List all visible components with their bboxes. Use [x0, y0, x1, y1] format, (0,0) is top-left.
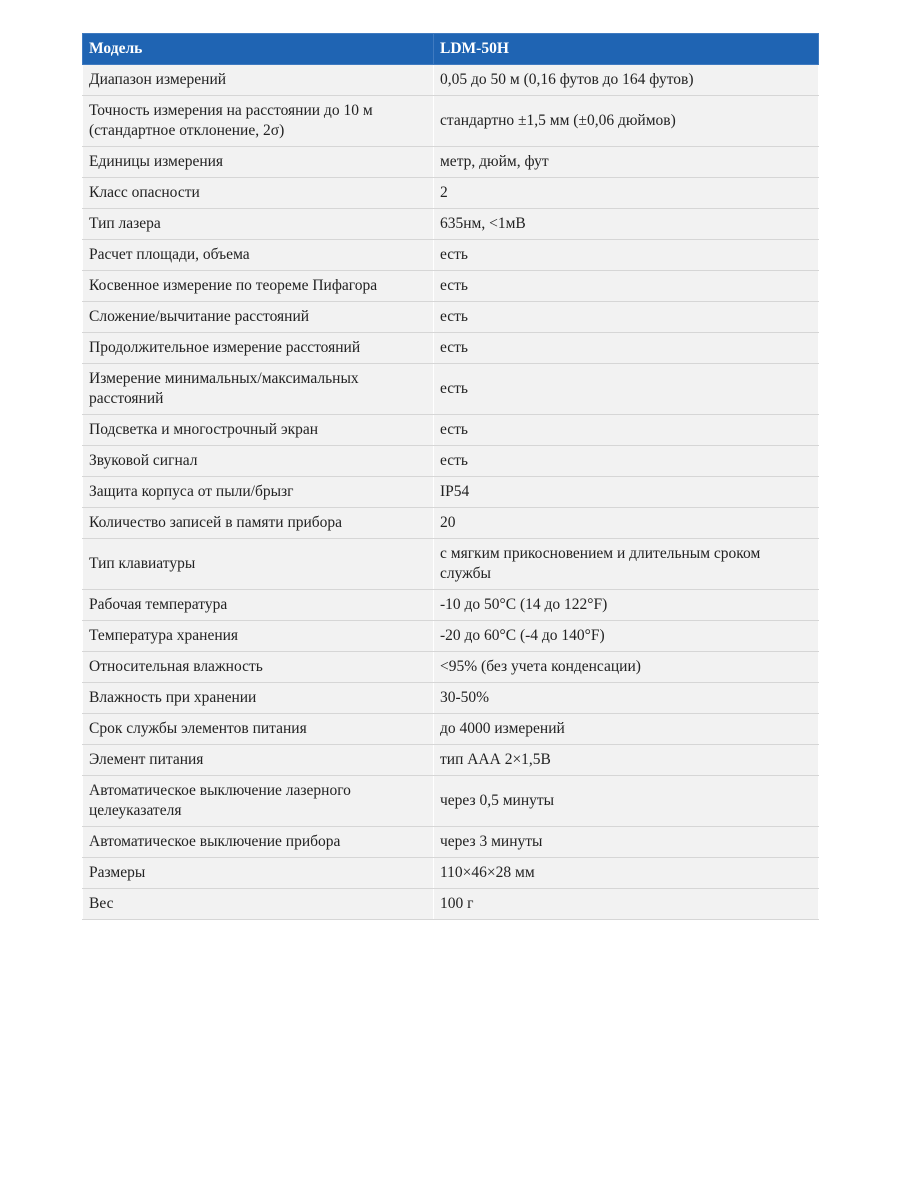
table-row [83, 683, 819, 714]
table-row [83, 209, 819, 240]
table-row [83, 776, 819, 827]
row-label: Продолжительное измерение расстояний [83, 333, 434, 364]
table-row [83, 889, 819, 920]
table-row [83, 271, 819, 302]
row-value: тип ААА 2×1,5В [434, 745, 819, 776]
table-row [83, 65, 819, 96]
row-value: через 0,5 минуты [434, 776, 819, 827]
table-row [83, 446, 819, 477]
row-label: Подсветка и многострочный экран [83, 415, 434, 446]
table-row [83, 302, 819, 333]
row-label: Количество записей в памяти прибора [83, 508, 434, 539]
row-label: Автоматическое выключение прибора [83, 827, 434, 858]
row-value: 635нм, <1мВ [434, 209, 819, 240]
row-value: -20 до 60°С (-4 до 140°F) [434, 621, 819, 652]
row-label: Точность измерения на расстоянии до 10 м (стандартное отклонение, 2σ) [83, 96, 434, 147]
row-label: Сложение/вычитание расстояний [83, 302, 434, 333]
row-value: есть [434, 240, 819, 271]
row-value: через 3 минуты [434, 827, 819, 858]
table-row [83, 745, 819, 776]
row-value: 20 [434, 508, 819, 539]
row-value: есть [434, 446, 819, 477]
row-value: есть [434, 333, 819, 364]
row-label: Срок службы элементов питания [83, 714, 434, 745]
table-row [83, 333, 819, 364]
spec-table [82, 33, 819, 920]
table-row [83, 714, 819, 745]
table-row [83, 96, 819, 147]
row-label: Тип лазера [83, 209, 434, 240]
table-row [83, 364, 819, 415]
row-value: 0,05 до 50 м (0,16 футов до 164 футов) [434, 65, 819, 96]
row-value: IP54 [434, 477, 819, 508]
row-label: Диапазон измерений [83, 65, 434, 96]
row-value: стандартно ±1,5 мм (±0,06 дюймов) [434, 96, 819, 147]
table-row [83, 147, 819, 178]
row-label: Класс опасности [83, 178, 434, 209]
row-label: Относительная влажность [83, 652, 434, 683]
table-row [83, 590, 819, 621]
row-label: Косвенное измерение по теореме Пифагора [83, 271, 434, 302]
table-row [83, 178, 819, 209]
row-value: до 4000 измерений [434, 714, 819, 745]
row-value: 100 г [434, 889, 819, 920]
table-row [83, 240, 819, 271]
row-label: Расчет площади, объема [83, 240, 434, 271]
row-value: с мягким прикосновением и длительным сроком службы [434, 539, 819, 590]
table-row [83, 652, 819, 683]
row-label: Измерение минимальных/максимальных расстояний [83, 364, 434, 415]
row-label: Защита корпуса от пыли/брызг [83, 477, 434, 508]
row-label: Элемент питания [83, 745, 434, 776]
row-label: Единицы измерения [83, 147, 434, 178]
row-value: -10 до 50°С (14 до 122°F) [434, 590, 819, 621]
table-row [83, 621, 819, 652]
row-value: есть [434, 302, 819, 333]
row-label: Рабочая температура [83, 590, 434, 621]
row-label: Звуковой сигнал [83, 446, 434, 477]
row-label: Влажность при хранении [83, 683, 434, 714]
header-model: LDM-50H [434, 34, 819, 65]
table-row [83, 858, 819, 889]
row-value: 2 [434, 178, 819, 209]
row-label: Тип клавиатуры [83, 539, 434, 590]
table-header-row [83, 34, 819, 65]
row-label: Температура хранения [83, 621, 434, 652]
table-row [83, 508, 819, 539]
table-row [83, 539, 819, 590]
row-value: есть [434, 271, 819, 302]
row-value: есть [434, 415, 819, 446]
row-value: есть [434, 364, 819, 415]
row-label: Автоматическое выключение лазерного целеуказателя [83, 776, 434, 827]
row-value: <95% (без учета конденсации) [434, 652, 819, 683]
row-label: Вес [83, 889, 434, 920]
row-value: 110×46×28 мм [434, 858, 819, 889]
row-label: Размеры [83, 858, 434, 889]
table-row [83, 827, 819, 858]
header-label: Модель [83, 34, 434, 65]
row-value: метр, дюйм, фут [434, 147, 819, 178]
table-row [83, 415, 819, 446]
table-row [83, 477, 819, 508]
row-value: 30-50% [434, 683, 819, 714]
